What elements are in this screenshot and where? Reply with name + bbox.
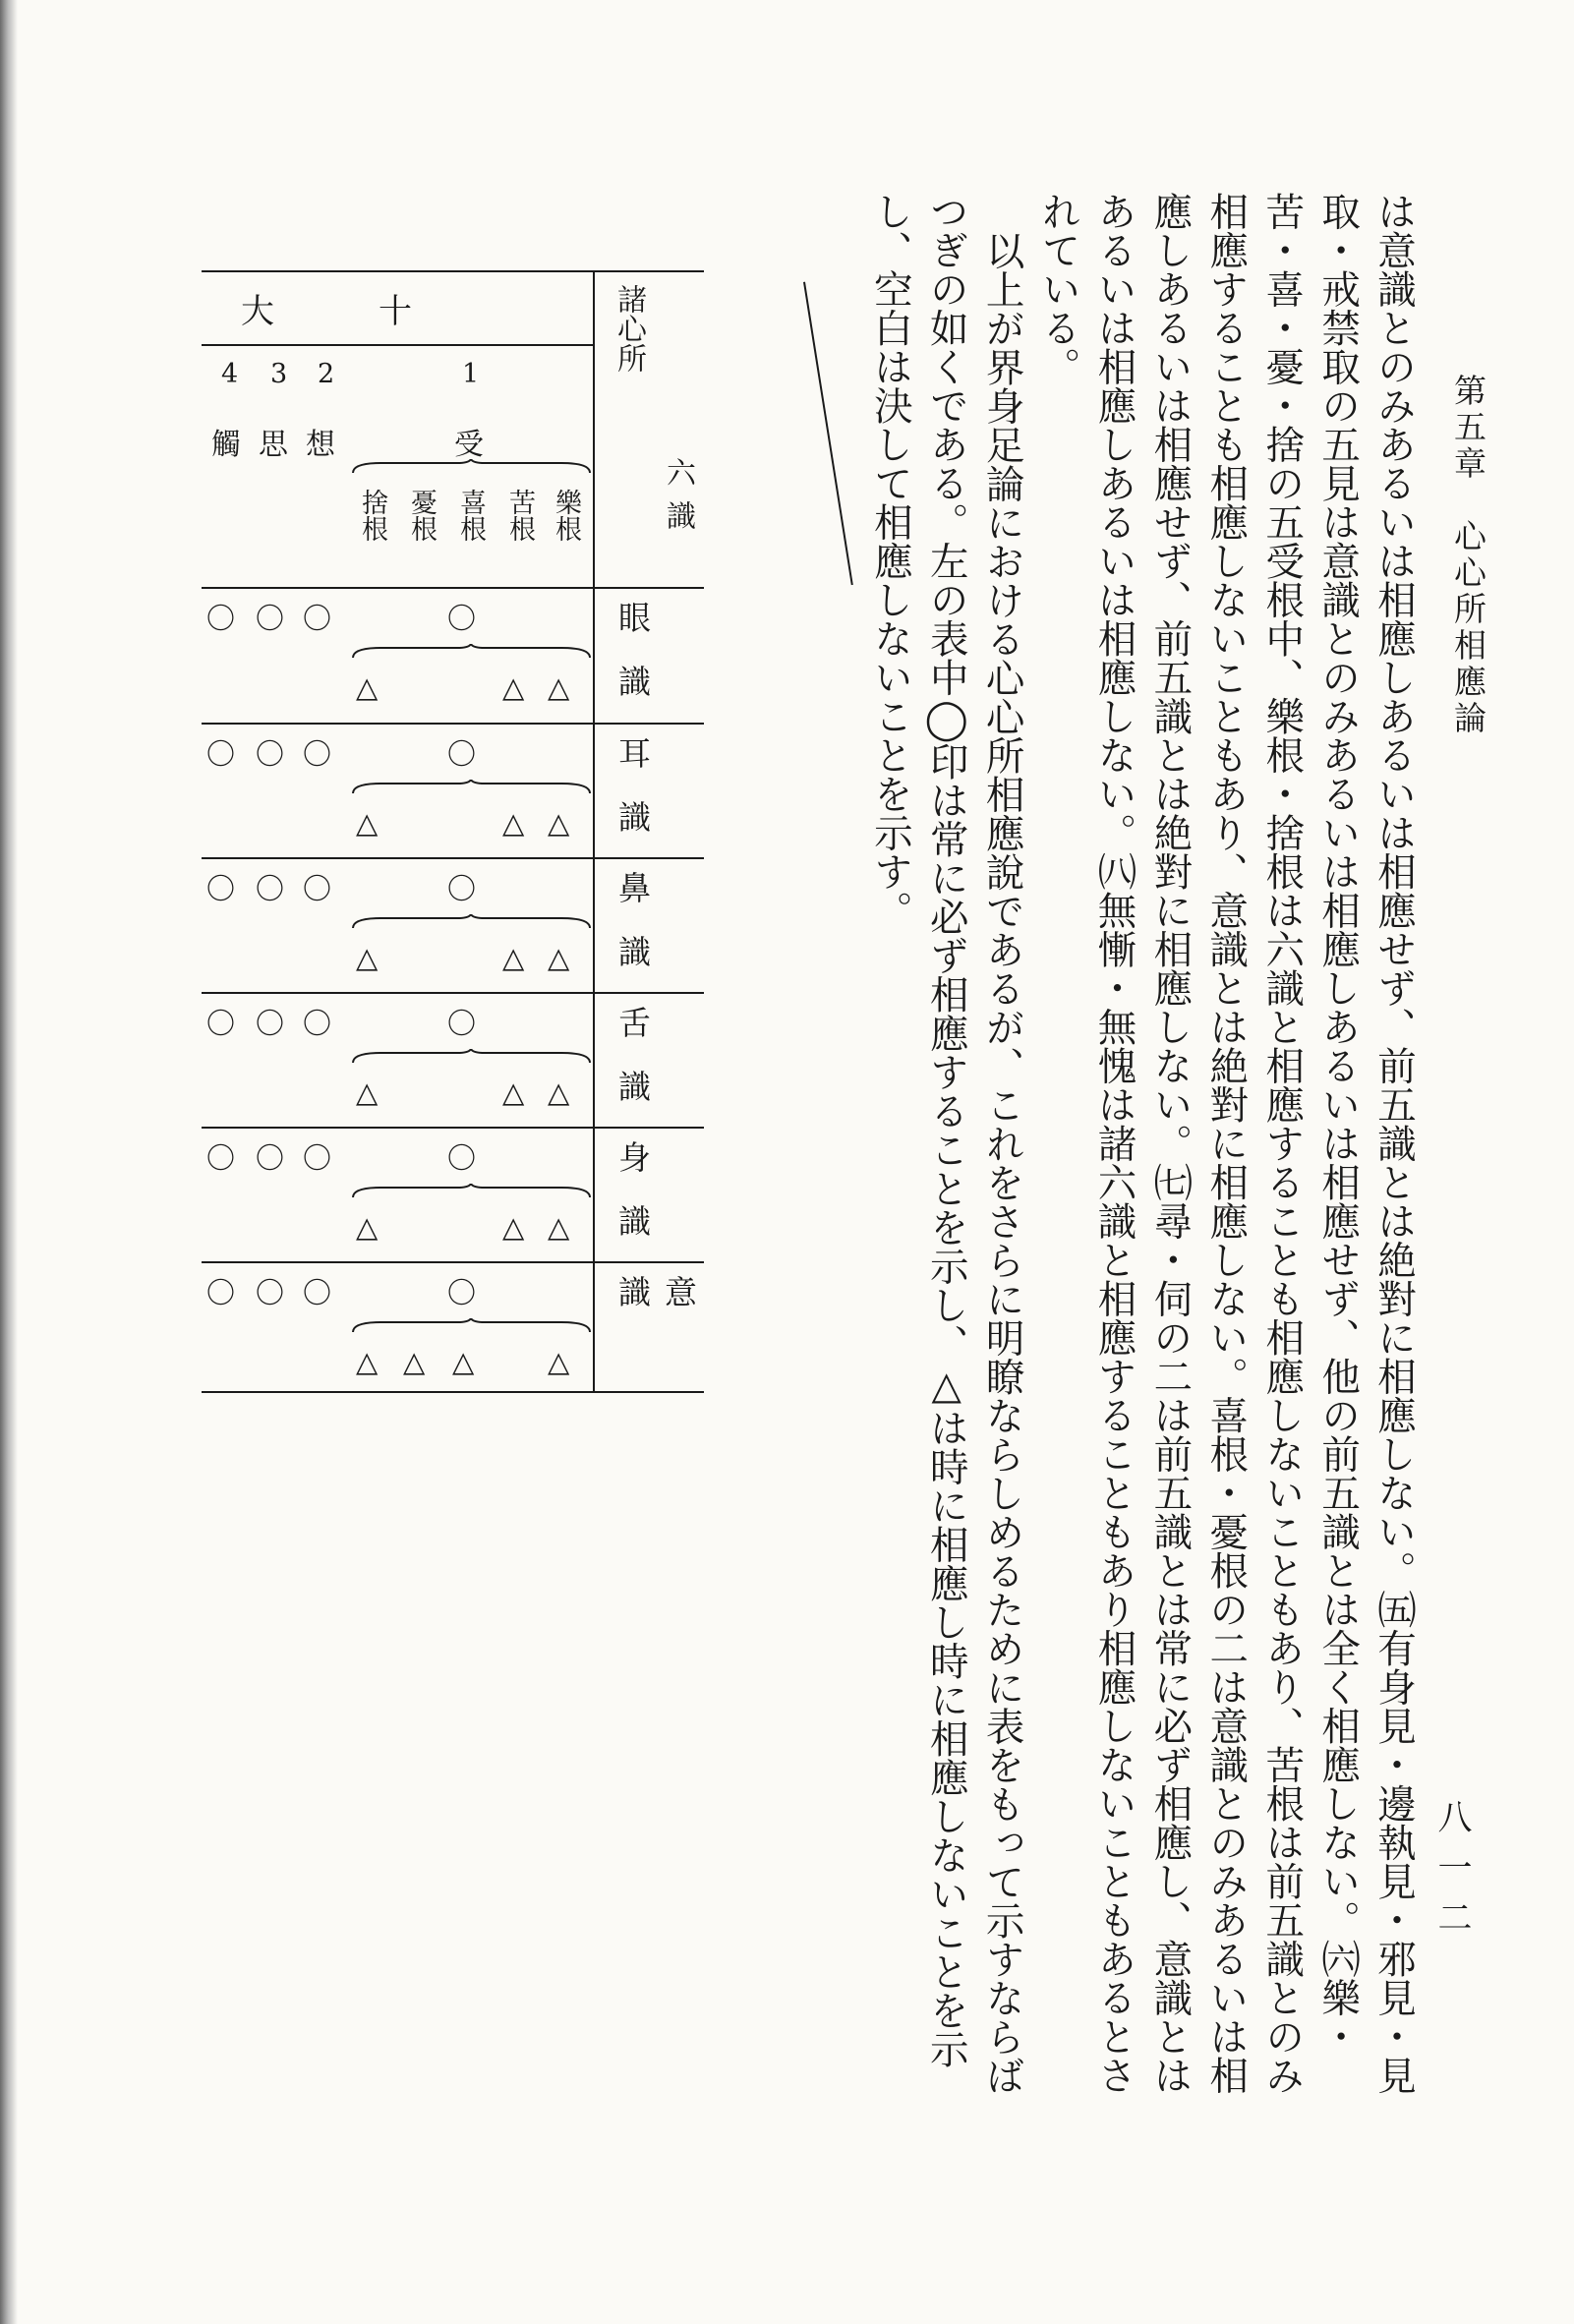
row-brace (351, 914, 592, 930)
circle-mark: 〇 (256, 602, 285, 635)
paragraph: 以上が界身足論における心心所相應說であるが、これをさらに明瞭ならしめるために表をもって示すならばつぎの如くである。左の表中◯印は常に必ず相應することを示し、△は時に相應し時に相應しないことを示し、空白は決して相應しないことを示す。 (867, 192, 1025, 2095)
sub-column-label: 捨根 (357, 489, 387, 542)
triangle-mark: △ (548, 806, 570, 840)
factor-name: 想 (306, 428, 335, 462)
row-label: 舌識 (613, 1006, 652, 1133)
factor-name: 觸 (211, 428, 241, 462)
paragraph: は意識とのみあるいは相應しあるいは相應せず、前五識とは絶對に相應しない。㈤有身見・邊執見・邪見・見取・戒禁取の五見は意識とのみあるいは相應しあるいは相應せず、他の前五識とは全く相應しない。㈥樂・苦・喜・憂・捨の五受根中、樂根・捨根は六識と相應することも相應しないこともあり、苦根は前五識とのみ相應することも相應しないこともあり、意識とは絶對に相應しない。喜根・憂根の二は意識とのみあるいは相應しあるいは相應せず、前五識とは絶對に相應しない。㈦尋・伺の二は前五識とは常に必ず相應し、意識とはあるいは相應しあるいは相應しない。㈧無慚・無愧は諸六識と相應することもあり相應しないこともあるとされている。 (1035, 192, 1417, 2095)
row-label: 鼻識 (613, 871, 652, 999)
circle-mark: 〇 (256, 1007, 285, 1040)
circle-mark: 〇 (303, 737, 332, 771)
triangle-mark: △ (356, 941, 379, 974)
factor-number: 1 (462, 359, 480, 389)
sub-column-label: 苦根 (504, 489, 535, 542)
circle-mark: 〇 (206, 737, 236, 771)
page-number: 八一二 (1432, 1799, 1472, 1949)
factor-name: 思 (259, 428, 288, 462)
row-label: 眼識 (613, 601, 652, 728)
row-brace (351, 1184, 592, 1199)
circle-mark: 〇 (206, 1276, 236, 1309)
table-rule (593, 270, 595, 1393)
body-text (862, 192, 1422, 2109)
triangle-mark: △ (548, 1345, 570, 1378)
circle-mark: 〇 (256, 1141, 285, 1175)
row-brace (351, 780, 592, 795)
sub-column-label: 樂根 (551, 489, 581, 542)
circle-mark: 〇 (447, 602, 477, 635)
circle-mark: 〇 (447, 737, 477, 771)
triangle-mark: △ (502, 670, 525, 704)
circle-mark: 〇 (206, 1007, 236, 1040)
row-brace (351, 1049, 592, 1065)
header-brace (351, 459, 592, 475)
circle-mark: 〇 (303, 602, 332, 635)
triangle-mark: △ (356, 670, 379, 704)
circle-mark: 〇 (303, 1141, 332, 1175)
corner-diagonal (803, 282, 853, 585)
table-rule (202, 344, 593, 346)
circle-mark: 〇 (256, 737, 285, 771)
circle-mark: 〇 (206, 602, 236, 635)
scan-edge-shadow (0, 0, 18, 2324)
circle-mark: 〇 (303, 1007, 332, 1040)
triangle-mark: △ (502, 1075, 525, 1109)
circle-mark: 〇 (303, 1276, 332, 1309)
row-brace (351, 644, 592, 660)
triangle-mark: △ (356, 1210, 379, 1244)
row-label: 身識 (613, 1140, 652, 1268)
table-rule (202, 587, 704, 589)
circle-mark: 〇 (206, 872, 236, 905)
row-label: 耳識 (613, 736, 652, 864)
triangle-mark: △ (502, 806, 525, 840)
triangle-mark: △ (356, 806, 379, 840)
triangle-mark: △ (502, 941, 525, 974)
circle-mark: 〇 (206, 1141, 236, 1175)
circle-mark: 〇 (447, 1007, 477, 1040)
corner-header-top: 諸心所 (612, 284, 646, 373)
group-label: 十 (379, 292, 412, 331)
circle-mark: 〇 (256, 1276, 285, 1309)
factor-number: 2 (318, 359, 335, 389)
factor-name: 受 (454, 428, 484, 462)
circle-mark: 〇 (303, 872, 332, 905)
corner-header-bottom: 六識 (661, 457, 695, 544)
triangle-mark: △ (548, 941, 570, 974)
factor-number: 4 (221, 359, 239, 389)
correspondence-table (202, 270, 704, 1393)
triangle-mark: △ (403, 1345, 426, 1378)
circle-mark: 〇 (447, 1276, 477, 1309)
circle-mark: 〇 (447, 1141, 477, 1175)
table-rule (202, 270, 704, 272)
triangle-mark: △ (356, 1075, 379, 1109)
triangle-mark: △ (356, 1345, 379, 1378)
triangle-mark: △ (502, 1210, 525, 1244)
triangle-mark: △ (548, 1075, 570, 1109)
factor-number: 3 (270, 359, 288, 389)
triangle-mark: △ (548, 1210, 570, 1244)
row-label: 意識 (613, 1275, 698, 1339)
sub-column-label: 喜根 (455, 489, 486, 542)
row-brace (351, 1318, 592, 1334)
triangle-mark: △ (452, 1345, 475, 1378)
circle-mark: 〇 (447, 872, 477, 905)
sub-column-label: 憂根 (406, 489, 437, 542)
triangle-mark: △ (548, 670, 570, 704)
circle-mark: 〇 (256, 872, 285, 905)
group-label: 大 (241, 292, 274, 331)
running-header: 第五章 心心所相應論 (1449, 374, 1487, 737)
